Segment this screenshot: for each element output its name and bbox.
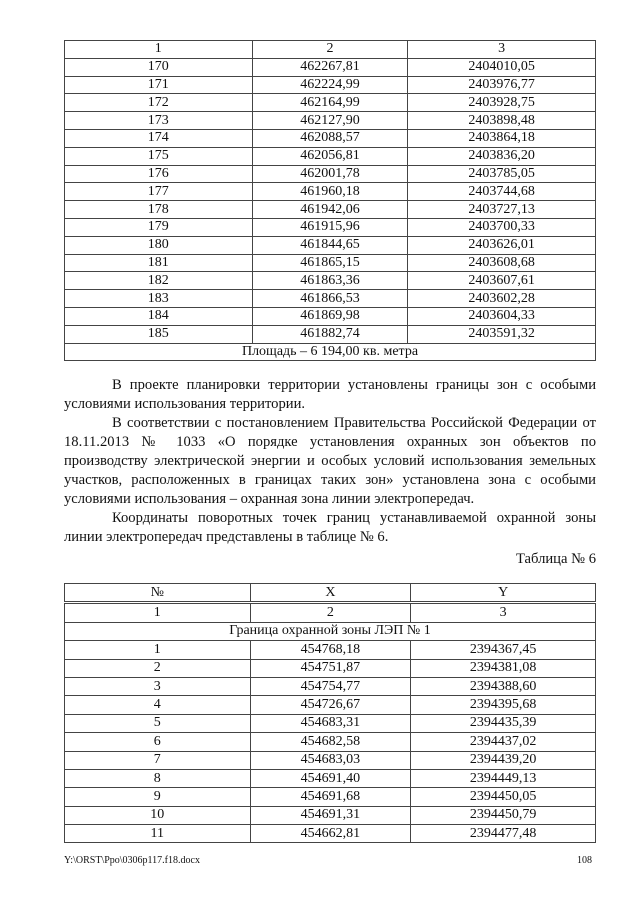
point-number-cell: 172 <box>65 94 253 112</box>
table-row <box>65 236 596 254</box>
point-number-cell: 11 <box>65 825 251 843</box>
y-cell: 2403744,68 <box>408 183 596 201</box>
x-cell: 461844,65 <box>252 236 408 254</box>
x-cell: 454691,31 <box>250 806 411 824</box>
point-number-cell: 183 <box>65 290 253 308</box>
header-cell: Y <box>411 584 596 603</box>
x-cell: 462001,78 <box>252 165 408 183</box>
header-cell: № <box>65 584 251 603</box>
point-number-cell: 174 <box>65 129 253 147</box>
coordinates-table-continued <box>64 40 596 361</box>
numbering-row <box>65 603 596 622</box>
table-row <box>65 290 596 308</box>
table-row <box>65 806 596 824</box>
x-cell: 454682,58 <box>250 733 411 751</box>
point-number-cell: 10 <box>65 806 251 824</box>
y-cell: 2403602,28 <box>408 290 596 308</box>
y-cell: 2394449,13 <box>411 769 596 787</box>
body-text <box>64 376 596 547</box>
y-cell: 2394395,68 <box>411 696 596 714</box>
point-number-cell: 7 <box>65 751 251 769</box>
point-number-cell: 3 <box>65 677 251 695</box>
y-cell: 2394450,79 <box>411 806 596 824</box>
area-total: Площадь – 6 194,00 кв. метра <box>65 343 596 361</box>
page-number: 108 <box>577 855 592 866</box>
coordinates-table-6 <box>64 583 596 843</box>
table-row <box>65 183 596 201</box>
point-number-cell: 179 <box>65 218 253 236</box>
point-number-cell: 1 <box>65 641 251 659</box>
x-cell: 462267,81 <box>252 58 408 76</box>
x-cell: 461863,36 <box>252 272 408 290</box>
x-cell: 454683,31 <box>250 714 411 732</box>
x-cell: 461865,15 <box>252 254 408 272</box>
x-cell: 461882,74 <box>252 325 408 343</box>
table-header-row <box>65 41 596 59</box>
paragraph: Координаты поворотных точек границ устанавливаемой охранной зоны линии электропередач представлены в таблице № 6. <box>64 510 596 545</box>
y-cell: 2394477,48 <box>411 825 596 843</box>
table-row <box>65 147 596 165</box>
point-number-cell: 176 <box>65 165 253 183</box>
y-cell: 2394381,08 <box>411 659 596 677</box>
y-cell: 2394437,02 <box>411 733 596 751</box>
header-cell: X <box>250 584 411 603</box>
y-cell: 2404010,05 <box>408 58 596 76</box>
point-number-cell: 8 <box>65 769 251 787</box>
x-cell: 454726,67 <box>250 696 411 714</box>
y-cell: 2403785,05 <box>408 165 596 183</box>
x-cell: 461866,53 <box>252 290 408 308</box>
y-cell: 2403700,33 <box>408 218 596 236</box>
y-cell: 2394435,39 <box>411 714 596 732</box>
paragraph: В соответствии с постановлением Правительства Российской Федерации от 18.11.2013 № 1033 «О порядке установления охранных зон объектов по производству электрической энергии и особых условий использования земельных участков, расположенных в границах таких зон» установлена зона с особыми условиями использования – охранная зона линии электропередач. <box>64 415 596 507</box>
point-number-cell: 182 <box>65 272 253 290</box>
table-row <box>65 58 596 76</box>
table-row <box>65 825 596 843</box>
x-cell: 454691,40 <box>250 769 411 787</box>
area-row <box>65 343 596 361</box>
table-row <box>65 129 596 147</box>
table-row <box>65 307 596 325</box>
table-row <box>65 254 596 272</box>
point-number-cell: 5 <box>65 714 251 732</box>
table-row <box>65 769 596 787</box>
numbering-cell: 1 <box>65 603 251 622</box>
table-row <box>65 94 596 112</box>
y-cell: 2394439,20 <box>411 751 596 769</box>
y-cell: 2403604,33 <box>408 307 596 325</box>
table-row <box>65 733 596 751</box>
y-cell: 2403836,20 <box>408 147 596 165</box>
table-row <box>65 641 596 659</box>
table-row <box>65 677 596 695</box>
point-number-cell: 4 <box>65 696 251 714</box>
x-cell: 461960,18 <box>252 183 408 201</box>
point-number-cell: 2 <box>65 659 251 677</box>
point-number-cell: 173 <box>65 112 253 130</box>
y-cell: 2394450,05 <box>411 788 596 806</box>
point-number-cell: 6 <box>65 733 251 751</box>
paragraph: В проекте планировки территории установлены границы зон с особыми условиями использования территории. <box>64 377 596 412</box>
point-number-cell: 9 <box>65 788 251 806</box>
y-cell: 2403928,75 <box>408 94 596 112</box>
point-number-cell: 177 <box>65 183 253 201</box>
section-title: Граница охранной зоны ЛЭП № 1 <box>65 622 596 640</box>
table-row <box>65 696 596 714</box>
x-cell: 462164,99 <box>252 94 408 112</box>
x-cell: 462056,81 <box>252 147 408 165</box>
x-cell: 454691,68 <box>250 788 411 806</box>
y-cell: 2403864,18 <box>408 129 596 147</box>
numbering-cell: 3 <box>411 603 596 622</box>
x-cell: 462088,57 <box>252 129 408 147</box>
y-cell: 2394388,60 <box>411 677 596 695</box>
x-cell: 454768,18 <box>250 641 411 659</box>
x-cell: 454683,03 <box>250 751 411 769</box>
y-cell: 2394367,45 <box>411 641 596 659</box>
header-cell: 3 <box>408 41 596 59</box>
file-path: Y:\ORST\Ppo\0306p117.f18.docx <box>64 855 200 866</box>
point-number-cell: 170 <box>65 58 253 76</box>
x-cell: 462224,99 <box>252 76 408 94</box>
x-cell: 461942,06 <box>252 201 408 219</box>
table-caption: Таблица № 6 <box>516 551 596 567</box>
x-cell: 454754,77 <box>250 677 411 695</box>
point-number-cell: 180 <box>65 236 253 254</box>
numbering-cell: 2 <box>250 603 411 622</box>
table-row <box>65 165 596 183</box>
y-cell: 2403626,01 <box>408 236 596 254</box>
section-row <box>65 622 596 640</box>
table-row <box>65 201 596 219</box>
x-cell: 454751,87 <box>250 659 411 677</box>
header-cell: 1 <box>65 41 253 59</box>
y-cell: 2403607,61 <box>408 272 596 290</box>
table-row <box>65 76 596 94</box>
table-row <box>65 218 596 236</box>
point-number-cell: 181 <box>65 254 253 272</box>
table-header-row <box>65 584 596 603</box>
header-cell: 2 <box>252 41 408 59</box>
point-number-cell: 178 <box>65 201 253 219</box>
y-cell: 2403591,32 <box>408 325 596 343</box>
table-row <box>65 112 596 130</box>
table-row <box>65 714 596 732</box>
point-number-cell: 185 <box>65 325 253 343</box>
x-cell: 454662,81 <box>250 825 411 843</box>
y-cell: 2403608,68 <box>408 254 596 272</box>
y-cell: 2403898,48 <box>408 112 596 130</box>
table-row <box>65 272 596 290</box>
table-row <box>65 788 596 806</box>
x-cell: 462127,90 <box>252 112 408 130</box>
x-cell: 461869,98 <box>252 307 408 325</box>
point-number-cell: 184 <box>65 307 253 325</box>
y-cell: 2403976,77 <box>408 76 596 94</box>
y-cell: 2403727,13 <box>408 201 596 219</box>
table-row <box>65 751 596 769</box>
table-row <box>65 659 596 677</box>
table-row <box>65 325 596 343</box>
point-number-cell: 171 <box>65 76 253 94</box>
x-cell: 461915,96 <box>252 218 408 236</box>
page-footer <box>64 855 592 866</box>
point-number-cell: 175 <box>65 147 253 165</box>
